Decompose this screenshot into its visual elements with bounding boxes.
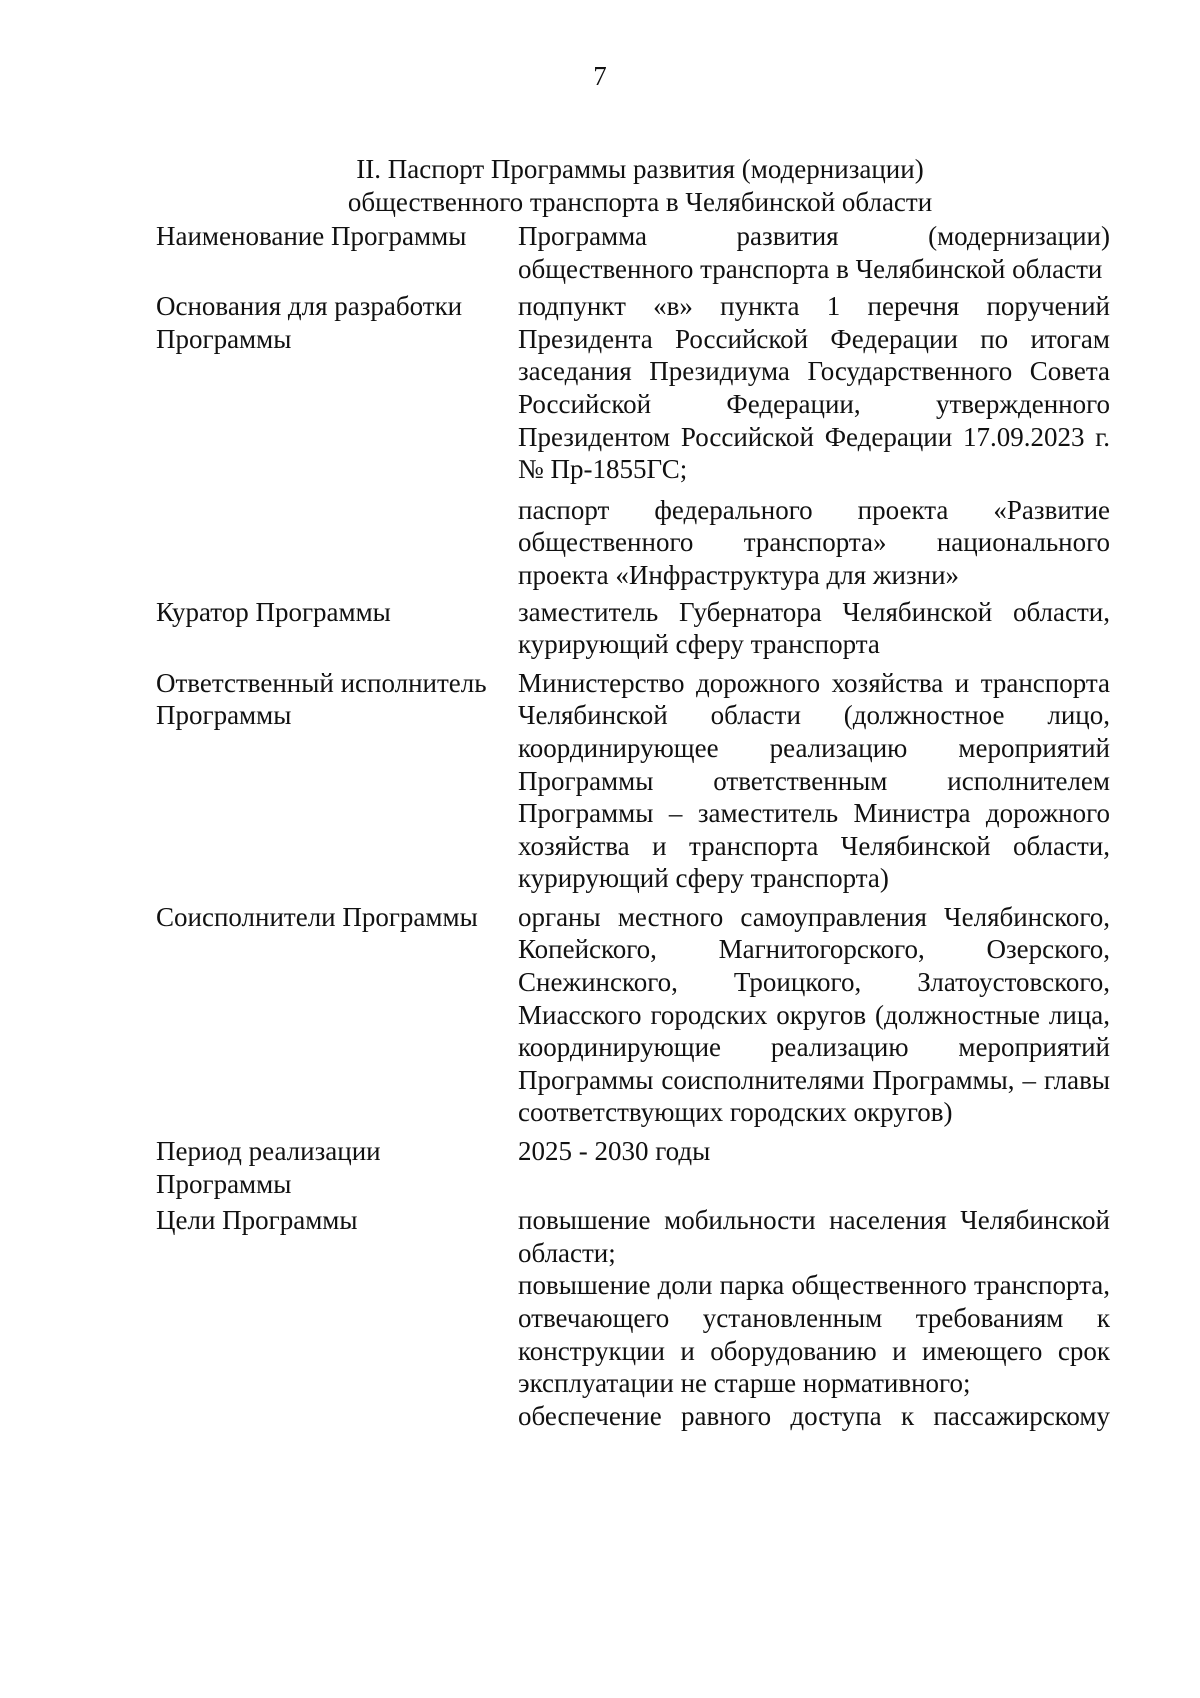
section-title-line-2: общественного транспорта в Челябинской области — [347, 187, 933, 217]
row-values-basis — [518, 290, 1110, 591]
page-number: 7 — [593, 61, 607, 91]
row-label-period: Период реализации Программы — [156, 1136, 381, 1199]
section-title — [300, 153, 980, 219]
passport-row-goals — [156, 1204, 1110, 1432]
program-passport-table — [156, 220, 1110, 1438]
row-values-goals — [518, 1204, 1110, 1432]
row-label-curator: Куратор Программы — [156, 596, 391, 627]
row-values-curator — [518, 596, 1110, 661]
row-value-goal-1: повышение мобильности населения Челябинской области; — [518, 1205, 1110, 1268]
row-value-curator: заместитель Губернатора Челябинской области, курирующий сферу транспорта — [518, 596, 1110, 660]
row-value-basis-1: подпункт «в» пункта 1 перечня поручений Президента Российской Федерации по итогам заседания Президиума Государственного Совета Российской Федерации, утвержденного Президентом Российской Федерации 17.09.2023 г. № Пр-1855ГС; — [518, 291, 1110, 485]
row-value-goal-3: обеспечение равного доступа к пассажирскому — [518, 1400, 1110, 1431]
passport-row-curator — [156, 596, 1110, 661]
passport-row-basis — [156, 290, 1110, 591]
row-label-goals: Цели Программы — [156, 1205, 358, 1236]
section-title-line-1: II. Паспорт Программы развития (модернизации) — [356, 154, 924, 184]
row-values-co-executors — [518, 901, 1110, 1129]
row-label-co-executors: Соисполнители Программы — [156, 901, 478, 932]
row-label-responsible-executor: Ответственный исполнитель Программы — [156, 667, 487, 731]
passport-row-period — [156, 1135, 1110, 1200]
passport-row-co-executors — [156, 901, 1110, 1129]
row-values-responsible-executor — [518, 667, 1110, 895]
row-label-name: Наименование Программы — [156, 221, 467, 251]
passport-row-responsible-executor — [156, 667, 1110, 895]
row-values-period — [518, 1135, 1110, 1168]
row-label-basis: Основания для разработки Программы — [156, 291, 463, 354]
row-values-name — [518, 220, 1110, 285]
passport-row-name — [156, 220, 1110, 285]
row-value-responsible-executor: Министерство дорожного хозяйства и транспорта Челябинской области (должностное лицо, координирующее реализацию мероприятий Программы ответственным исполнителем Программы – заместитель Министра дорожного хозяйства и транспорта Челябинской области, курирующий сферу транспорта) — [518, 667, 1110, 894]
row-value-name: Программа развития (модернизации) общественного транспорта в Челябинской области — [518, 221, 1110, 284]
row-value-period: 2025 - 2030 годы — [518, 1136, 711, 1167]
row-value-co-executors: органы местного самоуправления Челябинского, Копейского, Магнитогорского, Озерского, Снежинского, Троицкого, Златоустовского, Миасского городских округов (должностные лица, координирующие реализацию мероприятий Программы соисполнителями Программы, – главы соответствующих городских округов) — [518, 901, 1110, 1128]
row-value-goal-2: повышение доли парка общественного транспорта, отвечающего установленным требованиям к конструкции и оборудованию и имеющего срок эксплуатации не старше нормативного; — [518, 1270, 1110, 1399]
row-value-basis-2: паспорт федерального проекта «Развитие общественного транспорта» национального проекта «Инфраструктура для жизни» — [518, 494, 1110, 590]
